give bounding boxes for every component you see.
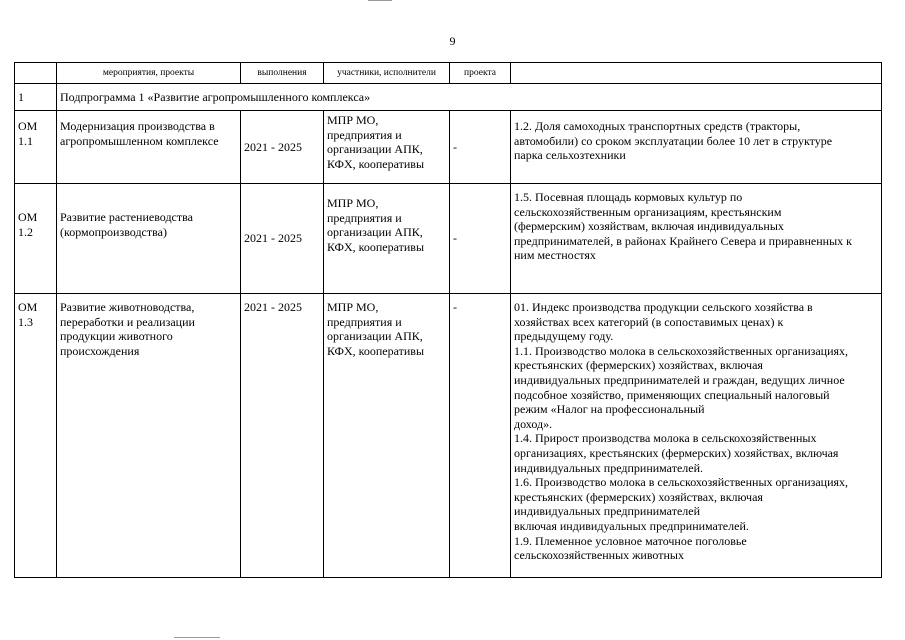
header-cell-number bbox=[15, 63, 57, 84]
row-measure-name: Модернизация производства в агропромышленном комплексе bbox=[57, 111, 241, 184]
subprogram-number: 1 bbox=[15, 84, 57, 111]
header-cell-project: проекта bbox=[450, 63, 511, 84]
row-period: 2021 - 2025 bbox=[241, 111, 324, 184]
row-period: 2021 - 2025 bbox=[241, 184, 324, 294]
row-code: ОМ 1.3 bbox=[15, 294, 57, 578]
subprogram-row bbox=[15, 84, 882, 111]
row-participants: МПР МО, предприятия и организации АПК, КФХ, кооперативы bbox=[324, 111, 450, 184]
page-number: 9 bbox=[449, 34, 456, 48]
row-period: 2021 - 2025 bbox=[241, 294, 324, 578]
scan-artifact-bottom bbox=[174, 637, 220, 638]
table-row bbox=[15, 294, 882, 578]
table-header-row bbox=[15, 63, 882, 84]
table-row bbox=[15, 111, 882, 184]
subprogram-title: Подпрограмма 1 «Развитие агропромышленного комплекса» bbox=[57, 84, 882, 111]
row-indicators: 1.5. Посевная площадь кормовых культур по сельскохозяйственным организациям, крестьянским (фермерским) хозяйствам, включая индивидуальных предпринимателей, в районах Крайнего Севера и приравненных к ним местностях bbox=[511, 184, 882, 294]
row-code: ОМ 1.1 bbox=[15, 111, 57, 184]
row-measure-name: Развитие растениеводства (кормопроизводства) bbox=[57, 184, 241, 294]
row-code: ОМ 1.2 bbox=[15, 184, 57, 294]
row-project: - bbox=[450, 111, 511, 184]
header-cell-measures: мероприятия, проекты bbox=[57, 63, 241, 84]
row-indicators: 01. Индекс производства продукции сельского хозяйства в хозяйствах всех категорий (в сопоставимых ценах) к предыдущему году. 1.1. Производство молока в сельскохозяйственных организациях, крестьянских (фермерских) хозяйствах, включая индивидуальных предпринимателей и граждан, ведущих личное подсобное хозяйство, применяющих специальный налоговый режим «Налог на профессиональный доход». 1.4. Прирост производства молока в сельскохозяйственных организациях, крестьянских (фермерских) хозяйствах, включая индивидуальных предпринимателей. 1.6. Производство молока в сельскохозяйственных организациях, крестьянских (фермерских) хозяйствах, включая индивидуальных предпринимателей включая индивидуальных предпринимателей. 1.9. Племенное условное маточное поголовье сельскохозяйственных животных bbox=[511, 294, 882, 578]
header-cell-period: выполнения bbox=[241, 63, 324, 84]
row-project: - bbox=[450, 184, 511, 294]
header-cell-participants: участники, исполнители bbox=[324, 63, 450, 84]
row-indicators: 1.2. Доля самоходных транспортных средств (тракторы, автомобили) со сроком эксплуатации более 10 лет в структуре парка сельхозтехники bbox=[511, 111, 882, 184]
row-measure-name: Развитие животноводства, переработки и реализации продукции животного происхождения bbox=[57, 294, 241, 578]
header-cell-indicators bbox=[511, 63, 882, 84]
row-project: - bbox=[450, 294, 511, 578]
table-row bbox=[15, 184, 882, 294]
row-participants: МПР МО, предприятия и организации АПК, КФХ, кооперативы bbox=[324, 294, 450, 578]
scan-artifact-top bbox=[368, 0, 392, 1]
row-participants: МПР МО, предприятия и организации АПК, КФХ, кооперативы bbox=[324, 184, 450, 294]
measures-table bbox=[14, 62, 882, 578]
